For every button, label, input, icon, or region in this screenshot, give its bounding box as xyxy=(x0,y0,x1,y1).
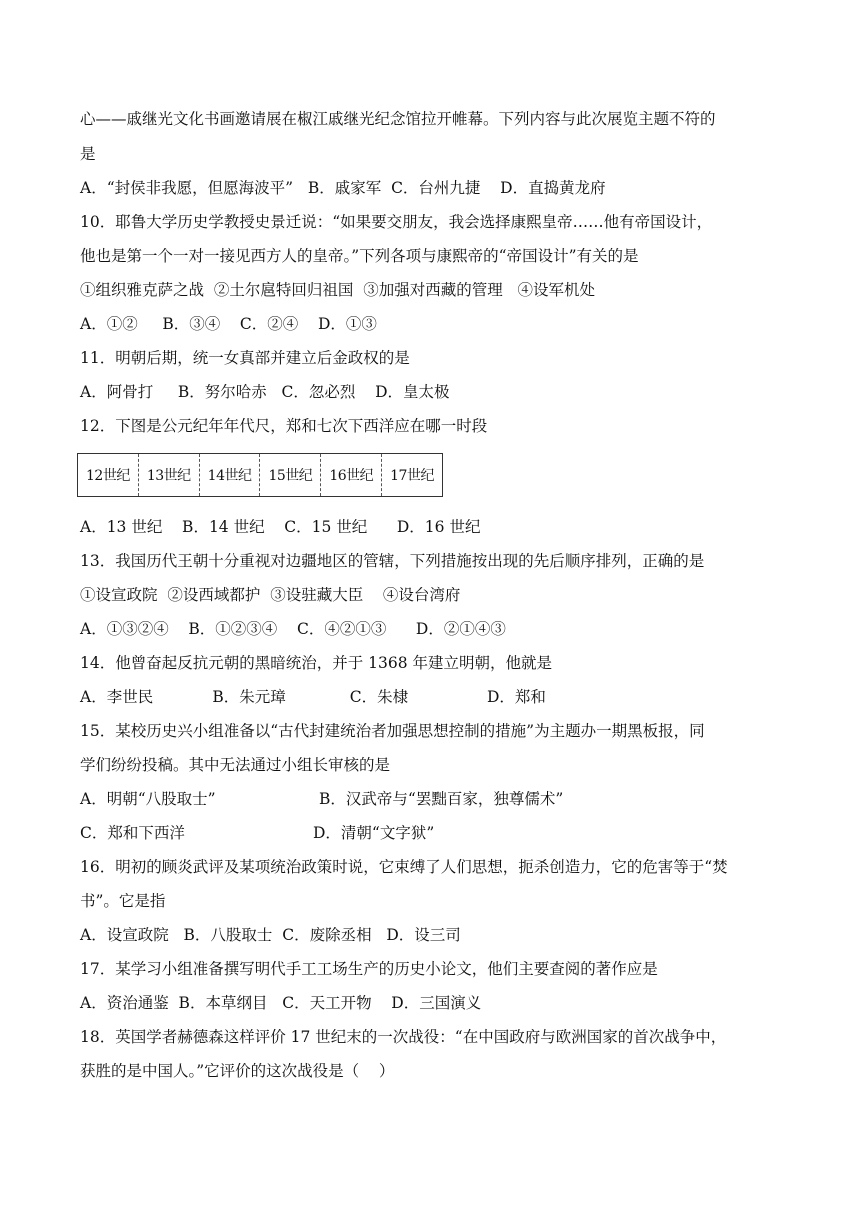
option-line: A．资治通鉴 B．本草纲目 C．天工开物 D．三国演义 xyxy=(80,994,482,1012)
text-line: 学们纷纷投稿。其中无法通过小组长审核的是 xyxy=(80,756,391,774)
text-line: ①设宣政院 ②设西域都护 ③设驻藏大臣 ④设台湾府 xyxy=(80,586,461,604)
timeline-cell: 17世纪 xyxy=(381,454,442,496)
question-16: 16．明初的顾炎武评及某项统治政策时说，它束缚了人们思想，扼杀创造力，它的危害等于“焚 xyxy=(80,858,728,876)
question-11: 11．明朝后期，统一女真部并建立后金政权的是 xyxy=(80,349,410,367)
text-line: 他也是第一个一对一接见西方人的皇帝。”下列各项与康熙帝的“帝国设计”有关的是 xyxy=(80,247,639,265)
option-line: A．13 世纪 B．14 世纪 C．15 世纪 D．16 世纪 xyxy=(80,518,481,536)
timeline-cell: 12世纪 xyxy=(86,468,130,484)
option-line: A．明朝“八股取士” B．汉武帝与“罢黜百家，独尊儒术” xyxy=(80,790,564,808)
timeline-cell: 14世纪 xyxy=(199,454,260,496)
text-line: ①组织雅克萨之战 ②土尔扈特回归祖国 ③加强对西藏的管理 ④设军机处 xyxy=(80,281,595,299)
option-line: A．李世民 B．朱元璋 C．朱棣 D．郑和 xyxy=(80,688,546,706)
timeline-ruler xyxy=(77,453,443,497)
timeline-cell: 15世纪 xyxy=(259,454,320,496)
option-line: A．阿骨打 B．努尔哈赤 C．忽必烈 D．皇太极 xyxy=(80,383,450,401)
option-line: A．①② B．③④ C．②④ D．①③ xyxy=(80,315,377,333)
question-12: 12．下图是公元纪年年代尺，郑和七次下西洋应在哪一时段 xyxy=(80,417,488,435)
timeline-cell: 13世纪 xyxy=(138,454,199,496)
question-15: 15．某校历史兴小组准备以“古代封建统治者加强思想控制的措施”为主题办一期黑板报，同 xyxy=(80,722,705,740)
option-line: A．“封侯非我愿，但愿海波平” B．戚家军 C．台州九捷 D．直捣黄龙府 xyxy=(80,179,606,197)
text-line: 获胜的是中国人。”它评价的这次战役是（ ） xyxy=(80,1062,395,1080)
option-line: C．郑和下西洋 D．清朝“文字狱” xyxy=(80,824,435,842)
question-18: 18．英国学者赫德森这样评价 17 世纪末的一次战役：“在中国政府与欧洲国家的首次战争中， xyxy=(80,1028,727,1046)
option-line: A．设宣政院 B．八股取士 C．废除丞相 D．设三司 xyxy=(80,926,461,944)
question-14: 14．他曾奋起反抗元朝的黑暗统治，并于 1368 年建立明朝，他就是 xyxy=(80,654,553,672)
question-13: 13．我国历代王朝十分重视对边疆地区的管辖，下列措施按出现的先后顺序排列，正确的是 xyxy=(80,552,705,570)
question-10: 10．耶鲁大学历史学教授史景迁说：“如果要交朋友，我会选择康熙皇帝……他有帝国设计， xyxy=(80,213,713,231)
question-17: 17．某学习小组准备撰写明代手工工场生产的历史小论文，他们主要查阅的著作应是 xyxy=(80,960,658,978)
option-line: A．①③②④ B．①②③④ C．④②①③ D．②①④③ xyxy=(80,620,506,638)
text-line: 书”。它是指 xyxy=(80,892,166,910)
text-line: 是 xyxy=(80,145,96,163)
text-line: 心——戚继光文化书画邀请展在椒江戚继光纪念馆拉开帷幕。下列内容与此次展览主题不符的 xyxy=(80,110,716,128)
timeline-cell: 16世纪 xyxy=(320,454,381,496)
